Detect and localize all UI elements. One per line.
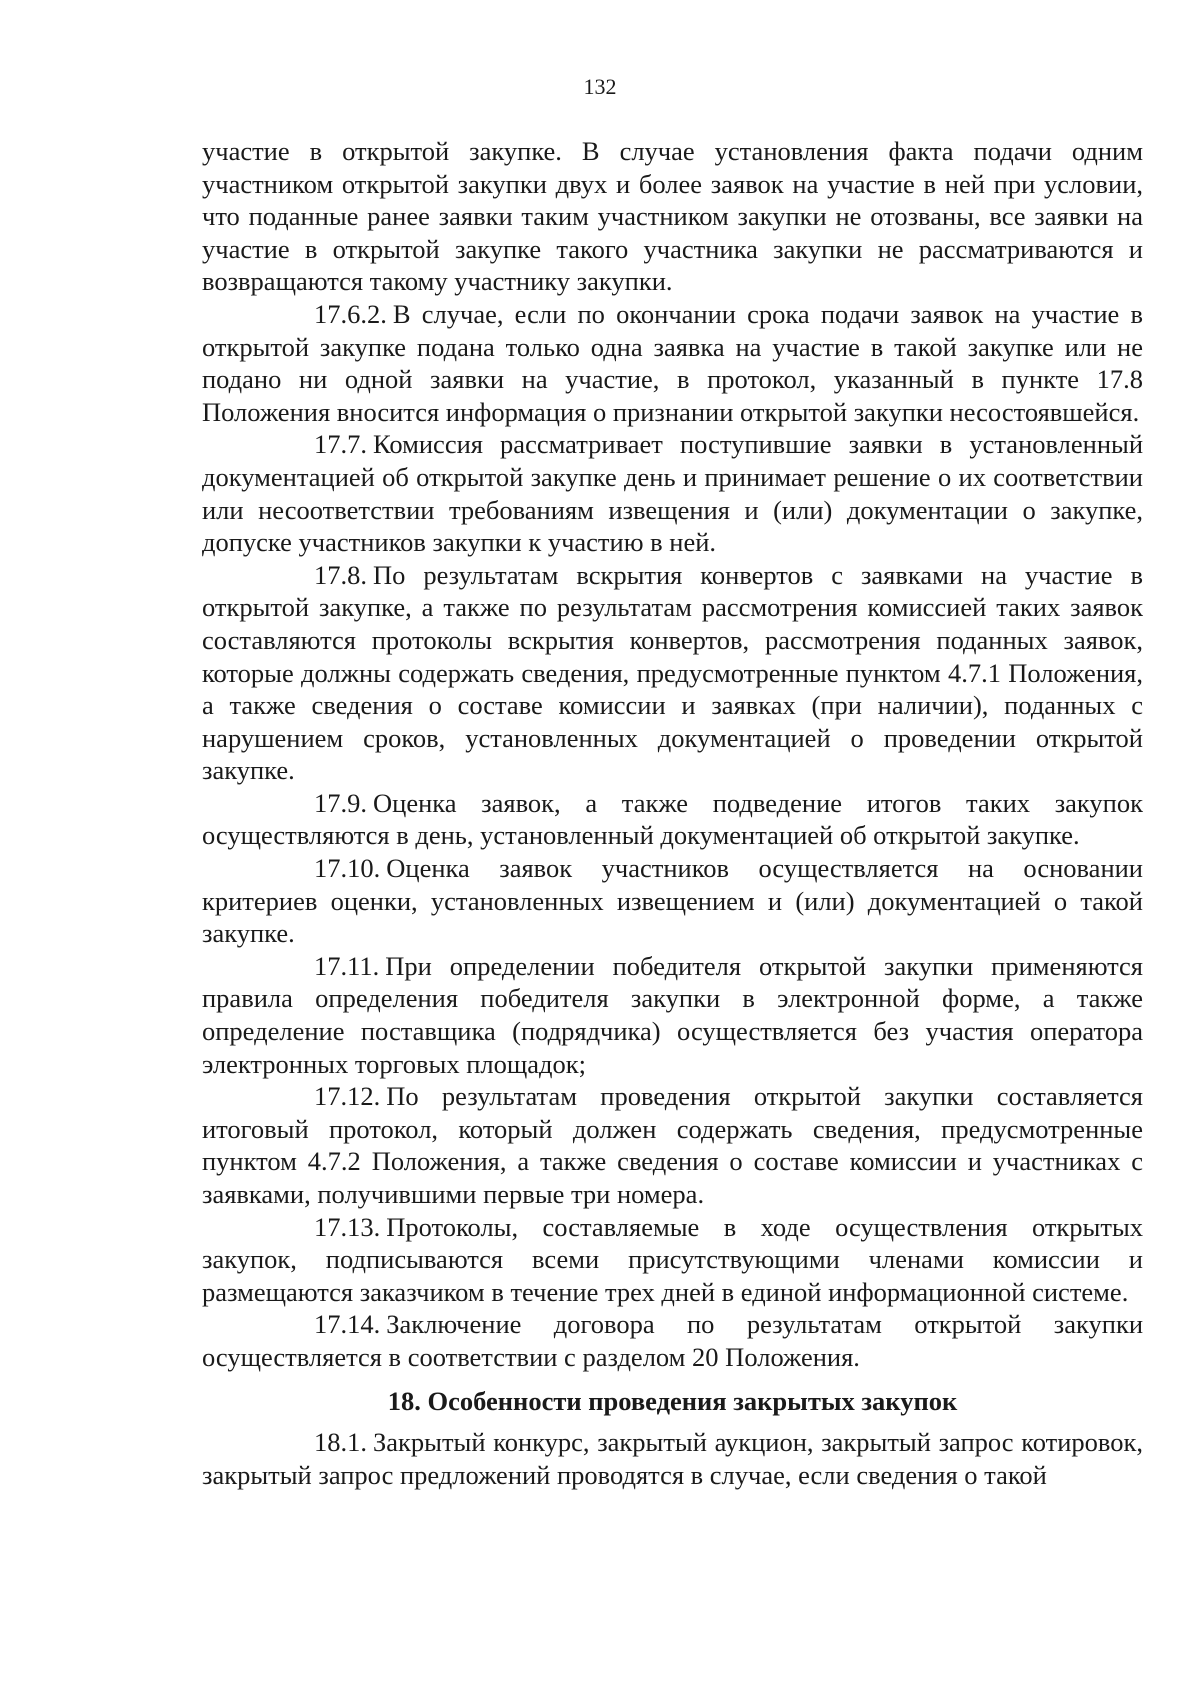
paragraph-17-7	[202, 428, 1143, 558]
paragraph-17-11	[202, 950, 1143, 1080]
paragraph-text: Оценка заявок участников осуществляется на основании критериев оценки, установленных извещением и (или) документацией о такой закупке.	[202, 853, 1143, 949]
paragraph-number: 17.8.	[314, 559, 367, 590]
paragraph-number: 17.7.	[314, 429, 367, 460]
paragraph-number: 17.14.	[314, 1309, 381, 1340]
paragraph-17-14	[202, 1308, 1143, 1373]
paragraph-17-9	[202, 787, 1143, 852]
paragraph-text: По результатам проведения открытой закупки составляется итоговый протокол, который должен содержать сведения, предусмотренные пунктом 4.7.2 Положения, а также сведения о составе комиссии и участниках с заявками, получившими первые три номера.	[202, 1081, 1143, 1209]
paragraph-17-12	[202, 1080, 1143, 1210]
page-number: 132	[583, 74, 617, 99]
paragraph-text: Оценка заявок, а также подведение итогов таких закупок осуществляются в день, установленный документацией об открытой закупке.	[202, 787, 1143, 851]
paragraph-text: Заключение договора по результатам открытой закупки осуществляется в соответствии с разделом 20 Положения.	[202, 1309, 1143, 1372]
paragraph-text: участие в открытой закупке. В случае установления факта подачи одним участником открытой закупки двух и более заявок на участие в ней при условии, что поданные ранее заявки таким участником закупки не отозваны, все заявки на участие в открытой закупке такого участника закупки не рассматриваются и возвращаются такому участнику закупки.	[202, 136, 1143, 297]
paragraph-text: Протоколы, составляемые в ходе осуществления открытых закупок, подписываются всеми присутствующими членами комиссии и размещаются заказчиком в течение трех дней в единой информационной системе.	[202, 1211, 1143, 1307]
paragraph-text: В случае, если по окончании срока подачи заявок на участие в открытой закупке подана только одна заявка на участие в такой закупке или не подано ни одной заявки на участие, в протокол, указанный в пункте 17.8 Положения вносится информация о признании открытой закупки несостоявшейся.	[202, 298, 1143, 427]
paragraph-17-10	[202, 852, 1143, 950]
section-heading: 18. Особенности проведения закрытых закупок	[387, 1385, 958, 1416]
paragraph-number: 17.12.	[314, 1081, 381, 1112]
paragraph-text: При определении победителя открытой закупки применяются правила определения победителя закупки в электронной форме, а также определение поставщика (подрядчика) осуществляется без участия оператора электронных торговых площадок;	[202, 950, 1143, 1079]
paragraph-number: 17.10.	[314, 853, 381, 884]
paragraph-text: Комиссия рассматривает поступившие заявки в установленный документацией об открытой закупке день и принимает решение о их соответствии или несоответствии требованиям извещения и (или) документации о закупке, допуске участников закупки к участию в ней.	[202, 429, 1143, 558]
paragraph-number: 18.1.	[314, 1427, 367, 1458]
paragraph-17-6-2	[202, 298, 1143, 428]
paragraph-continuation	[202, 135, 1143, 298]
paragraph-number: 17.11.	[314, 950, 380, 981]
paragraph-18-1	[202, 1426, 1143, 1491]
paragraph-number: 17.6.2.	[314, 298, 387, 329]
document-body	[202, 135, 1143, 1491]
paragraph-text: Закрытый конкурс, закрытый аукцион, закрытый запрос котировок, закрытый запрос предложений проводятся в случае, если сведения о такой	[202, 1427, 1143, 1490]
paragraph-number: 17.13.	[314, 1211, 381, 1242]
paragraph-number: 17.9.	[314, 787, 367, 818]
paragraph-17-8	[202, 559, 1143, 787]
paragraph-text: По результатам вскрытия конвертов с заявками на участие в открытой закупке, а также по результатам рассмотрения комиссией таких заявок составляются протоколы вскрытия конвертов, рассмотрения поданных заявок, которые должны содержать сведения, предусмотренные пунктом 4.7.1 Положения, а также сведения о составе комиссии и заявках (при наличии), поданных с нарушением сроков, установленных документацией о проведении открытой закупке.	[202, 559, 1143, 786]
paragraph-17-13	[202, 1211, 1143, 1309]
